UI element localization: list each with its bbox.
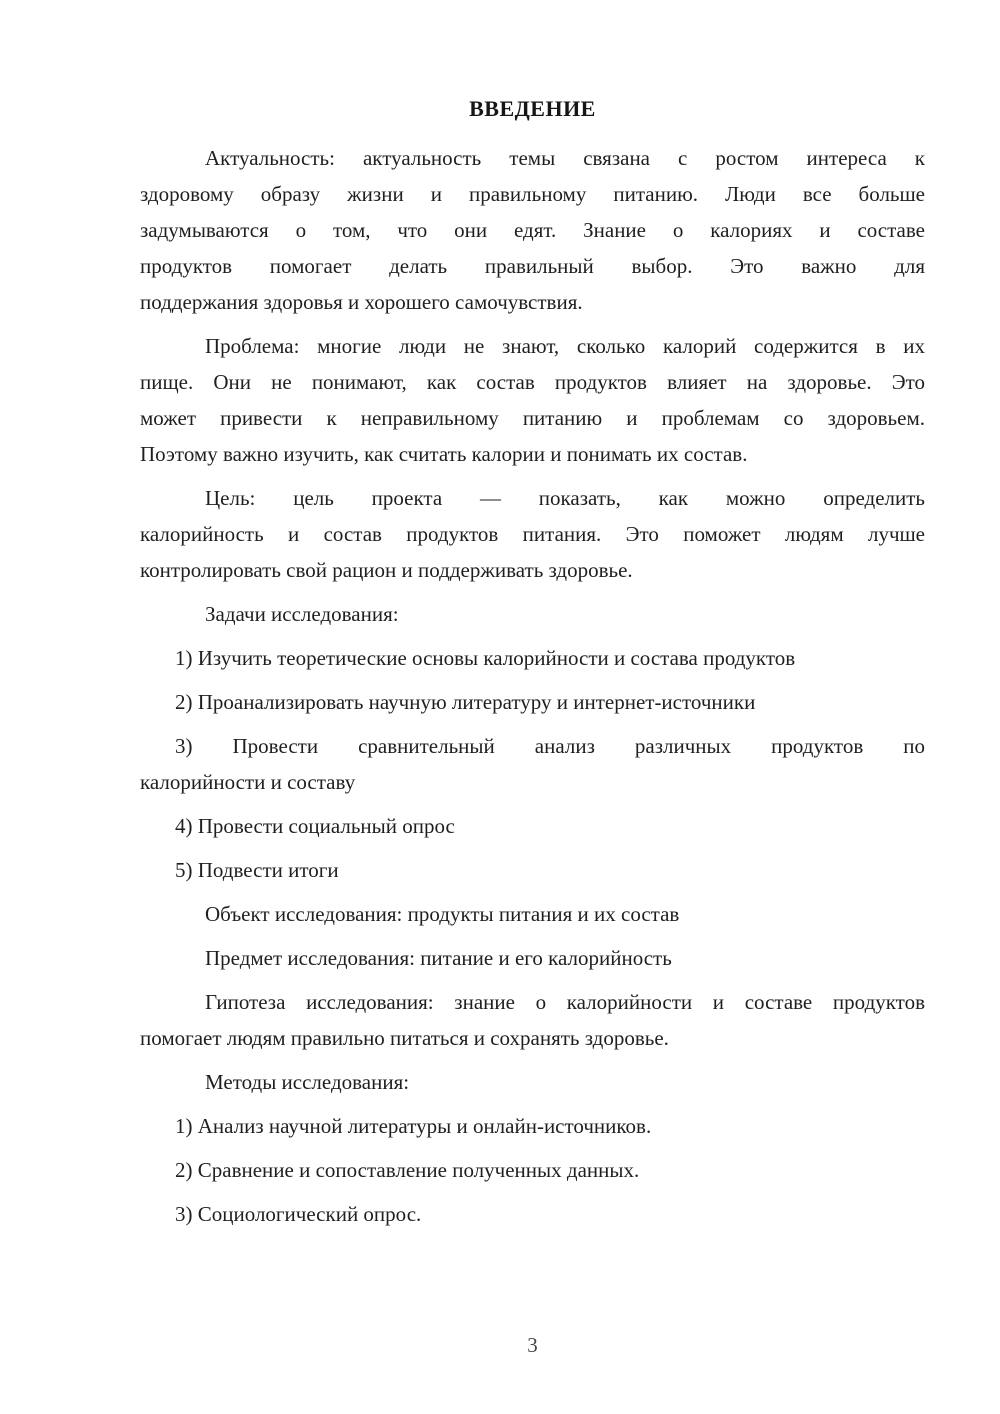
task-item-2 — [140, 684, 925, 720]
text-line: 5) Подвести итоги — [175, 858, 339, 882]
paragraph-relevance — [140, 140, 925, 320]
text-line: задумываются о том, что они едят. Знание о калориях и составе — [140, 218, 925, 242]
paragraph-problem — [140, 328, 925, 472]
page-title: ВВЕДЕНИЕ — [469, 96, 596, 121]
text-line: 1) Изучить теоретические основы калорийности и состава продуктов — [175, 646, 796, 670]
paragraph-tasks-heading — [140, 596, 925, 632]
paragraph-hypothesis — [140, 984, 925, 1056]
paragraph-subject — [140, 940, 925, 976]
paragraph-goal — [140, 480, 925, 588]
paragraph-object — [140, 896, 925, 932]
task-item-1 — [140, 640, 925, 676]
text-line: Гипотеза исследования: знание о калорийности и составе продуктов — [205, 990, 925, 1014]
method-item-1 — [140, 1108, 925, 1144]
text-line: Объект исследования: продукты питания и их состав — [205, 902, 680, 926]
task-item-3 — [140, 728, 925, 800]
text-line: 2) Сравнение и сопоставление полученных данных. — [175, 1158, 640, 1182]
text-line: калорийность и состав продуктов питания. Это поможет людям лучше — [140, 522, 925, 546]
text-line: здоровому образу жизни и правильному питанию. Люди все больше — [140, 182, 925, 206]
document-body — [140, 140, 925, 1240]
text-line: Методы исследования: — [205, 1070, 410, 1094]
text-line: пище. Они не понимают, как состав продуктов влияет на здоровье. Это — [140, 370, 925, 394]
text-line: поддержания здоровья и хорошего самочувствия. — [140, 290, 583, 314]
task-item-5 — [140, 852, 925, 888]
method-item-2 — [140, 1152, 925, 1188]
text-line: может привести к неправильному питанию и проблемам со здоровьем. — [140, 406, 925, 430]
text-line: Задачи исследования: — [205, 602, 399, 626]
text-line: продуктов помогает делать правильный выбор. Это важно для — [140, 254, 925, 278]
text-line: калорийности и составу — [140, 770, 356, 794]
text-line: 3) Социологический опрос. — [175, 1202, 422, 1226]
page-number: 3 — [527, 1333, 538, 1357]
text-line: Проблема: многие люди не знают, сколько калорий содержится в их — [205, 334, 925, 358]
text-line: Поэтому важно изучить, как считать калории и понимать их состав. — [140, 442, 748, 466]
method-item-3 — [140, 1196, 925, 1232]
task-item-4 — [140, 808, 925, 844]
text-line: Актуальность: актуальность темы связана с ростом интереса к — [205, 146, 925, 170]
text-line: Предмет исследования: питание и его калорийность — [205, 946, 672, 970]
text-line: 2) Проанализировать научную литературу и интернет-источники — [175, 690, 756, 714]
paragraph-methods-heading — [140, 1064, 925, 1100]
text-line: 1) Анализ научной литературы и онлайн-источников. — [175, 1114, 652, 1138]
text-line: Цель: цель проекта — показать, как можно определить — [205, 486, 925, 510]
text-line: 4) Провести социальный опрос — [175, 814, 455, 838]
text-line: помогает людям правильно питаться и сохранять здоровье. — [140, 1026, 669, 1050]
text-line: контролировать свой рацион и поддерживать здоровье. — [140, 558, 633, 582]
text-line: 3) Провести сравнительный анализ различных продуктов по — [175, 734, 925, 758]
